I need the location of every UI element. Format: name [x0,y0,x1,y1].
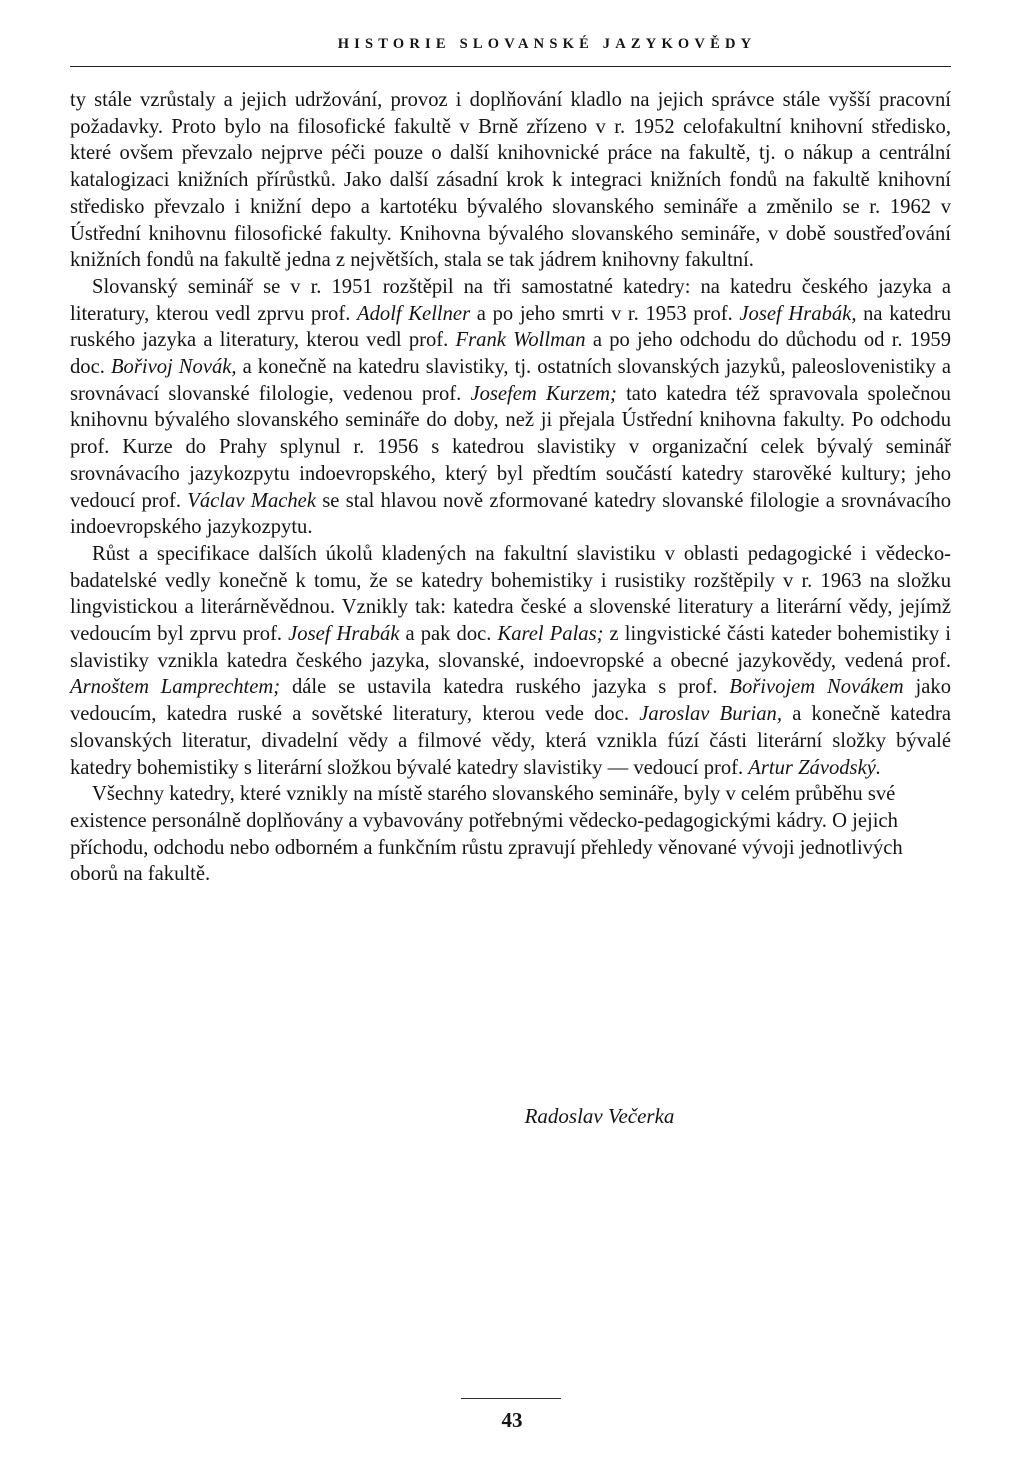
person-name: Bořivoj Novák, [110,356,237,379]
person-name: Josef Hrabák [288,623,400,646]
body-text [70,87,951,888]
text-run: a konečně na katedru slavistiky, tj. ostatních slovanských jazyků, paleoslovenistiky a srovnávací slovanské filologie, vedenou prof. [70,356,951,405]
person-name: Frank Wollman [455,329,586,352]
paragraph-1 [70,87,951,274]
text-run: Slovanský seminář se v r. 1951 rozštěpil na tři samostatné katedry: na katedru českého jazyka a literatury, kterou vedl zprvu prof. [70,275,951,325]
text-run: Růst a specifikace dalších úkolů kladených na fakultní slavistiku v oblasti pedagogické i vědecko-badatelské vedly konečně k tomu, že se katedry bohemistiky i rusistiky rozštěpily v r. 1963 na složku lingvistickou a literárněvědnou. Vznikly tak: katedra české a slovenské literatury a literární vědy, jejímž vedoucím byl zprvu prof. [70,542,951,646]
person-name: Karel Palas; [497,623,604,646]
text-run: a po jeho odchodu do důchodu od r. 1959 doc. [70,329,951,379]
text-run: a po jeho smrti v r. 1953 prof. [470,302,740,325]
paragraph-4 [70,781,951,888]
person-name: Arnoštem Lamprechtem; [70,676,281,699]
person-name: Artur Závodský. [748,756,881,779]
paragraph-3 [70,541,951,781]
running-title: HISTORIE SLOVANSKÉ JAZYKOVĚDY [337,36,757,52]
person-name: Bořivojem Novákem [729,676,904,699]
person-name: Jaroslav Burian, [639,703,782,726]
text-run: Všechny katedry, které vznikly na místě starého slovanského semináře, byly v celém průběhu své existence personálně doplňovány a vybavovány potřebnými vědecko-pedagogickými kádry. O jejich příchodu, odchodu nebo odborném a funkčním růstu zpravují přehledy věnované vývoji jednotlivých oborů na fakultě. [70,783,903,886]
text-run: dále se ustavila katedra ruského jazyka s prof. [280,676,730,699]
person-name: Václav Machek [187,489,316,512]
paragraph-2 [70,274,951,541]
person-name: Josef Hrabák, [739,302,857,325]
person-name: Adolf Kellner [357,302,471,325]
footer-rule [461,1398,561,1399]
text-run: se stal hlavou nově zformované katedry slovanské filologie a srovnávacího indoevropského jazykozpytu. [70,489,952,539]
text-run: tato katedra též spravovala společnou knihovnu bývalého slovanského semináře do doby, než ji přejala Ústřední knihovna fakulty. Po odchodu prof. Kurze do Prahy splynul r. 1956 s katedrou slavistiky v organizační celek bývalý seminář srovnávacího jazykozpytu indoevropského, který byl předtím součástí katedry starověké kultury; jeho vedoucí prof. [70,382,951,512]
text-run: a konečně katedra slovanských literatur, divadelní vědy a filmové vědy, která vznikla fúzí části literární složky bývalé katedry bohemistiky s literární složkou bývalé katedry slavistiky — vedoucí prof. [70,703,951,779]
text-run: z lingvistické části kateder bohemistiky i slavistiky vznikla katedra českého jazyka, slovanské, indoevropské a obecné jazykovědy, vedená prof. [70,623,952,672]
person-name: Josefem Kurzem; [470,382,617,405]
text-run: ty stále vzrůstaly a jejich udržování, provoz i doplňování kladlo na jejich správce stále vyšší pracovní požadavky. Proto bylo na filosofické fakultě v Brně zřízeno v r. 1952 celofakultní knihovní středisko, které ovšem převzalo nejprve péči pouze o další knihovnické práce na fakultě, tj. o nákup a centrální katalogizaci knižních přírůstků. Jako další zásadní krok k integraci knižních fondů na fakultě knihovní středisko převzalo i knižní depo a kartotéku bývalého slovanského semináře a změnilo se r. 1962 v Ústřední knihovnu filosofické fakulty. Knihovna bývalého slovanského semináře, v době soustřeďování knižních fondů na fakultě jedna z největších, stala se tak jádrem knihovny fakultní. [70,89,951,272]
page-number: 43 [501,1408,523,1432]
text-run: jako vedoucím, katedra ruské a sovětské literatury, kterou vede doc. [70,676,951,726]
text-run: a pak doc. [399,623,498,646]
header-rule [70,66,951,67]
text-run: na katedru ruského jazyka a literatury, kterou vedl prof. [70,302,951,352]
author-signature: Radoslav Večerka [524,1104,675,1128]
